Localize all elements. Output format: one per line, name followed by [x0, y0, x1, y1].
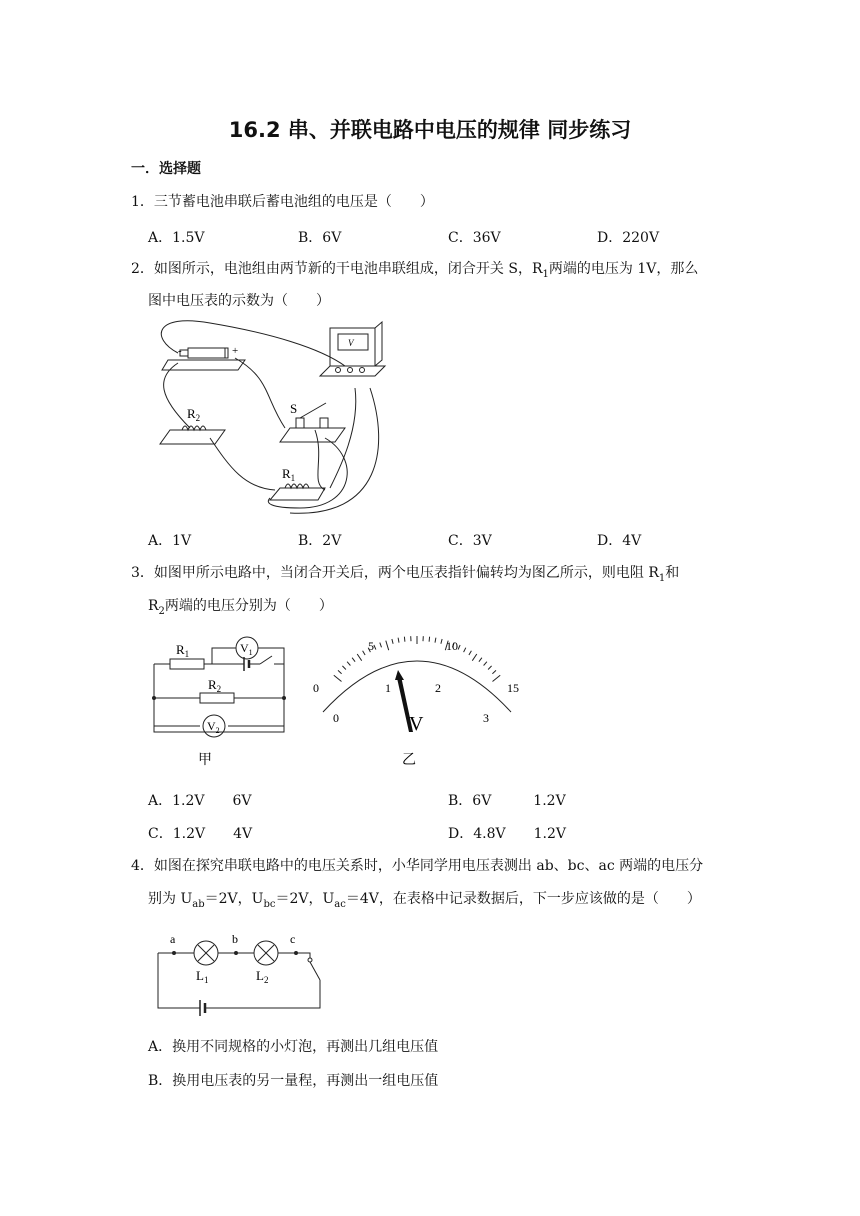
q2-text-part: 两端的电压为 1V，那么 [548, 261, 699, 277]
jia-v1-label: $V_1$ [240, 641, 253, 657]
q2-option-c: C．3V [448, 533, 492, 549]
q1-option-c: C．36V [448, 230, 501, 246]
jia-r2-label: $R_2$ [208, 677, 222, 694]
r1-label: $R_1$ [282, 466, 296, 483]
question-2-line-1 [131, 259, 698, 285]
q3-option-a: A．1.2V 6V [148, 793, 252, 809]
inner-tick-3: 3 [483, 711, 489, 725]
wire [158, 953, 310, 960]
node-b [234, 951, 238, 955]
r2-board [160, 430, 225, 444]
yi-caption: 乙 [402, 753, 416, 768]
inner-tick-1: 1 [385, 681, 391, 695]
wire [235, 358, 285, 428]
dial-tick [352, 658, 355, 662]
jia-caption: 甲 [198, 753, 212, 768]
q2-circuit-figure [150, 318, 390, 523]
r1-coil [285, 484, 309, 488]
question-2-line-2: 图中电压表的示数为（ ） [148, 293, 330, 309]
switch-lever [300, 403, 326, 418]
node-c [294, 951, 298, 955]
question-3-line-1 [131, 563, 679, 589]
q3-text-part: 两端的电压分别为（ ） [164, 598, 333, 614]
switch-blade [310, 962, 320, 980]
q4-option-b: B．换用电压表的另一量程，再测出一组电压值 [148, 1073, 439, 1089]
question-4-line-1: 4．如图在探究串联电路中的电压关系时，小华同学用电压表测出 ab、bc、ac 两端的电压分 [131, 858, 704, 874]
label-l1: $L_1$ [196, 968, 209, 985]
section-heading: 一．选择题 [131, 161, 201, 177]
jia-v2-label: $V_2$ [207, 719, 220, 735]
dial-tick [488, 666, 492, 670]
wire [330, 388, 356, 488]
inner-tick-2: 2 [435, 681, 441, 695]
dial-tick [347, 662, 350, 666]
wire [210, 438, 275, 490]
dial-tick [342, 666, 346, 670]
q4-text-part: ＝2V，U [204, 891, 264, 907]
q1-option-b: B．6V [298, 230, 342, 246]
question-4-line-2 [148, 889, 701, 915]
outer-tick-5: 5 [368, 639, 374, 653]
q3-text-part: 3．如图甲所示电路中，当闭合开关后，两个电压表指针偏转均为图乙所示，则电阻 R [131, 565, 659, 581]
dial-tick [338, 670, 342, 673]
switch-label: S [290, 401, 298, 416]
wire [268, 438, 347, 508]
q3-subscript: 2 [158, 605, 165, 617]
dial-tick [479, 658, 482, 662]
switch-blade [260, 656, 272, 664]
q4-option-a: A．换用不同规格的小灯泡，再测出几组电压值 [148, 1039, 439, 1055]
dial-tick [363, 651, 366, 655]
outer-tick-10: 10 [446, 639, 458, 653]
inner-tick-0: 0 [333, 711, 339, 725]
q2-option-b: B．2V [298, 533, 342, 549]
dial-tick [484, 662, 487, 666]
jia-r1-label: $R_1$ [176, 642, 190, 659]
dial-tick [441, 639, 442, 644]
q3-circuit-jia [148, 632, 293, 772]
page-title: 16.2 串、并联电路中电压的规律 同步练习 [228, 118, 632, 142]
outer-tick-15: 15 [507, 681, 519, 695]
q2-subscript: 1 [542, 268, 549, 280]
r1-resistor [170, 659, 204, 669]
question-1-text: 1．三节蓄电池串联后蓄电池组的电压是（ ） [131, 194, 434, 210]
dial-tick [464, 648, 466, 652]
dial-tick [469, 651, 472, 655]
dial-tick [492, 670, 496, 673]
dial-tick [493, 675, 501, 681]
r2-coil [182, 426, 206, 430]
dial-tick [357, 654, 362, 661]
outer-tick-0: 0 [313, 681, 319, 695]
dial-unit-v: V [409, 713, 424, 735]
label-b: b [232, 932, 238, 946]
dial-tick [429, 637, 430, 642]
dial-tick [392, 639, 393, 644]
dial-tick [472, 654, 477, 661]
r1-board [270, 488, 325, 500]
label-c: c [290, 932, 296, 946]
q4-text-part: ＝4V，在表格中记录数据后，下一步应该做的是（ ） [345, 891, 701, 907]
q3-option-c: C．1.2V 4V [148, 826, 253, 842]
dial-arc [323, 661, 511, 712]
q3-text-part: 和 [665, 565, 680, 581]
dial-ticks [334, 636, 500, 682]
q4-text-part: 别为 U [148, 891, 193, 907]
r2-resistor [200, 693, 234, 703]
wire [290, 388, 379, 513]
question-3-line-2 [148, 596, 333, 622]
q2-option-a: A．1V [148, 533, 192, 549]
wire [205, 980, 320, 1008]
dial-tick [386, 641, 389, 651]
q3-option-b: B．6V 1.2V [448, 793, 566, 809]
q4-subscript: ab [192, 898, 205, 910]
q3-text-part: R [148, 598, 159, 614]
dial-tick [334, 675, 342, 681]
q4-circuit-figure [150, 928, 325, 1018]
voltmeter-v-label: V [348, 338, 354, 348]
label-a: a [170, 932, 176, 946]
dial-tick [435, 638, 436, 643]
q2-option-d: D．4V [597, 533, 642, 549]
battery-cell [188, 348, 228, 358]
needle-arrowhead [395, 670, 404, 680]
q3-voltmeter-yi [305, 630, 530, 772]
wire [158, 953, 200, 1008]
q1-option-a: A．1.5V [148, 230, 205, 246]
battery-plus-label: + [232, 345, 239, 357]
wire [161, 321, 345, 366]
r2-label: $R_2$ [187, 406, 201, 423]
node-a [172, 951, 176, 955]
q2-text-part: 2．如图所示，电池组由两节新的干电池串联组成，闭合开关 S，R [131, 261, 543, 277]
label-l2: $L_2$ [256, 968, 269, 985]
dial-tick [458, 645, 460, 650]
dial-tick [398, 638, 399, 643]
q3-subscript: 1 [658, 572, 666, 584]
switch-board [280, 428, 345, 442]
dial-tick [380, 643, 382, 648]
q4-text-part: ＝2V，U [275, 891, 335, 907]
dial-tick [374, 645, 376, 650]
q4-subscript: ac [334, 898, 346, 910]
battery-minus-label: - [178, 345, 182, 357]
q4-subscript: bc [263, 898, 276, 910]
q3-option-d: D．4.8V 1.2V [448, 826, 566, 842]
wire [315, 430, 325, 490]
dial-tick [404, 637, 405, 642]
q1-option-d: D．220V [597, 230, 660, 246]
